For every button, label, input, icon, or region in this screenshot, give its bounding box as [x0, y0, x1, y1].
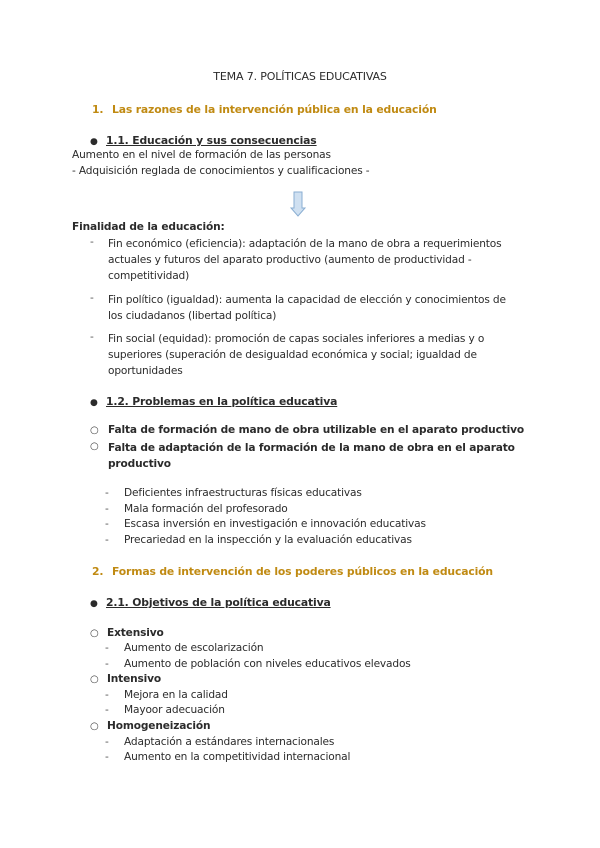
dash-icon: -: [105, 658, 109, 670]
dash-icon: -: [90, 331, 94, 343]
subsection-1-2-title: 1.2. Problemas en la política educativa: [106, 395, 338, 408]
circle-bullet-icon: ○: [90, 425, 99, 436]
objective-name: Intensivo: [107, 673, 162, 685]
objective-item: Aumento en la competitividad internacional: [124, 751, 351, 763]
objective-item: Mejora en la calidad: [124, 689, 228, 701]
cause-item: Escasa inversión en investigación e innovación educativas: [124, 518, 426, 530]
page-title: TEMA 7. POLÍTICAS EDUCATIVAS: [213, 70, 387, 83]
subsection-2-1-heading: [90, 596, 331, 609]
list-item: [90, 440, 107, 452]
section-1-number: 1.: [92, 103, 104, 116]
dash-icon: -: [105, 642, 109, 654]
list-item: [105, 518, 426, 530]
bullet-icon: ●: [90, 137, 98, 147]
dash-icon: -: [105, 518, 109, 530]
circle-bullet-icon: ○: [90, 674, 99, 685]
cause-item: Precariedad en la inspección y la evaluación educativas: [124, 534, 412, 546]
fin-economico: Fin económico (eficiencia): adaptación de la mano de obra a requerimientos actuales y futuros del aparato productivo (aumento de productividad - competitividad): [108, 238, 502, 282]
list-item: [105, 534, 412, 546]
bullet-icon: ●: [90, 398, 98, 408]
objective-group: [90, 720, 210, 732]
circle-bullet-icon: ○: [90, 441, 99, 452]
dash-icon: -: [105, 503, 109, 515]
bullet-icon: ●: [90, 599, 98, 609]
list-item: [105, 642, 263, 654]
subsection-1-1-heading: [90, 134, 317, 147]
list-item: [90, 424, 107, 436]
list-item: [90, 292, 109, 304]
dash-icon: -: [105, 751, 109, 763]
fin-social: Fin social (equidad): promoción de capas sociales inferiores a medias y o superiores (superación de desigualdad económica y social; igualdad de oportunidades: [108, 333, 485, 377]
objective-item: Mayoor adecuación: [124, 704, 225, 716]
list-item: [105, 689, 228, 701]
circle-bullet-icon: ○: [90, 628, 99, 639]
section-2-title: Formas de intervención de los poderes públicos en la educación: [112, 565, 493, 578]
problem-item: Falta de formación de mano de obra utilizable en el aparato productivo: [108, 424, 524, 436]
dash-icon: -: [105, 704, 109, 716]
dash-icon: -: [105, 534, 109, 546]
fin-politico: Fin político (igualdad): aumenta la capacidad de elección y conocimientos de los ciudadanos (libertad política): [108, 294, 506, 322]
list-item: [105, 751, 350, 763]
finalidad-heading: Finalidad de la educación:: [72, 221, 225, 233]
dash-icon: -: [105, 689, 109, 701]
section-2-number: 2.: [92, 565, 104, 578]
problem-item: Falta de adaptación de la formación de la mano de obra en el aparato productivo: [108, 442, 515, 470]
objective-name: Extensivo: [107, 627, 164, 639]
objective-item: Aumento de escolarización: [124, 642, 264, 654]
list-item: [105, 487, 362, 499]
section-2-heading: [92, 565, 493, 578]
list-item: [105, 736, 334, 748]
objective-item: Aumento de población con niveles educativos elevados: [124, 658, 411, 670]
subsection-1-2-heading: [90, 395, 337, 408]
text-line: Aumento en el nivel de formación de las personas: [72, 149, 331, 161]
objective-item: Adaptación a estándares internacionales: [124, 736, 335, 748]
objective-group: [90, 673, 161, 685]
down-arrow-icon: [290, 191, 306, 217]
text-line: - Adquisición reglada de conocimientos y cualificaciones -: [72, 165, 370, 177]
list-item: [90, 331, 109, 343]
dash-icon: -: [105, 487, 109, 499]
dash-icon: -: [105, 736, 109, 748]
dash-icon: -: [90, 292, 94, 304]
section-1-title: Las razones de la intervención pública en la educación: [112, 103, 437, 116]
cause-item: Deficientes infraestructuras físicas educativas: [124, 487, 362, 499]
cause-item: Mala formación del profesorado: [124, 503, 288, 515]
list-item: [105, 503, 288, 515]
circle-bullet-icon: ○: [90, 721, 99, 732]
objective-name: Homogeneización: [107, 720, 211, 732]
dash-icon: -: [90, 236, 94, 248]
subsection-2-1-title: 2.1. Objetivos de la política educativa: [106, 596, 331, 609]
objective-group: [90, 627, 164, 639]
list-item: [105, 658, 411, 670]
list-item: [90, 236, 109, 248]
list-item: [105, 704, 225, 716]
section-1-heading: [92, 103, 437, 116]
subsection-1-1-title: 1.1. Educación y sus consecuencias: [106, 134, 317, 147]
